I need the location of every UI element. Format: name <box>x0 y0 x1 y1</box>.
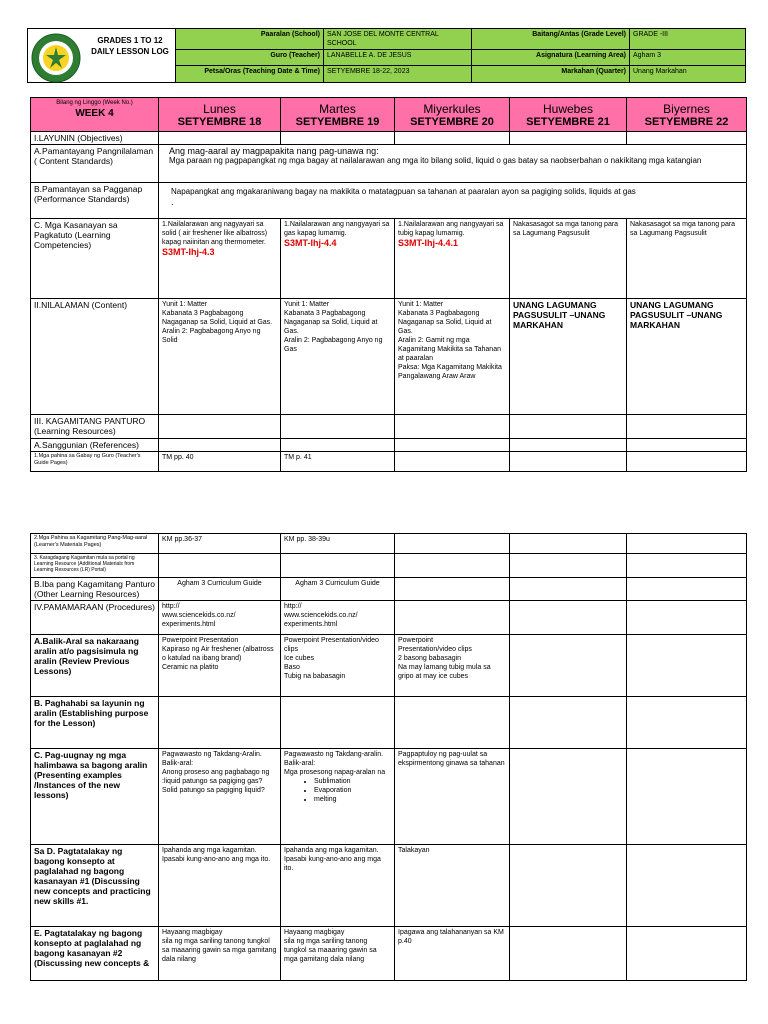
discussion2-miyerkules: Ipagawa ang talahananyan sa KM p.40 <box>395 927 510 981</box>
list-item: • melting <box>314 795 391 804</box>
other-resources-label: B.Iba pang Kagamitang Panturo (Other Learning Resources) <box>31 578 159 601</box>
week-label: Bilang ng Linggo (Week No.) <box>56 100 133 106</box>
discussion1-miyerkules: Talakayan <box>395 845 510 927</box>
content-standards-cell <box>159 145 747 183</box>
review-miyerkules: Powerpoint Presentation/video clips 2 basong babasagin Na may lamang tubig mula sa gripo at may ice cubes <box>395 635 510 697</box>
teachers-guide-martes: TM p. 41 <box>281 452 395 472</box>
procedures-martes: http:// www.sciencekids.co.nz/ experiments.html <box>281 601 395 635</box>
procedures-lunes: http:// www.sciencekids.co.nz/ experiments.html <box>159 601 281 635</box>
header-title-1: GRADES 1 TO 12 <box>97 36 163 45</box>
other-resources-huwebes <box>510 578 627 601</box>
teachers-guide-lunes: TM pp. 40 <box>159 452 281 472</box>
review-label: A.Balik-Aral sa nakaraang aralin at/o pagsisimula ng aralin (Review Previous Lessons) <box>31 635 159 697</box>
teacher-value: LANABELLE A. DE JESUS <box>324 50 472 66</box>
day-name: Biyernes <box>663 102 710 116</box>
performance-standards-cell <box>159 183 747 219</box>
day-name: Miyerkules <box>423 102 481 116</box>
discussion1-label: Sa D. Pagtatalakay ng bagong konsepto at paglalahad ng bagong kasanayan #1 (Discussing new concepts and practicing new skills #1. <box>31 845 159 927</box>
deped-seal-logo <box>31 33 81 83</box>
competency-text: 1.Nailalarawan ang nangyayari sa tubig kapag lumamig. <box>398 221 504 237</box>
nilalaman-biyernes: UNANG LAGUMANG PAGSUSULIT –UNANG MARKAHAN <box>627 299 747 415</box>
school-value: SAN JOSE DEL MONTE CENTRAL SCHOOL <box>324 29 472 50</box>
examples-label: C. Pag-uugnay ng mga halimbawa sa bagong aralin (Presenting examples /Instances of the new lessons) <box>31 749 159 845</box>
discussion2-label: E. Pagtatalakay ng bagong konsepto at paglalahad ng bagong kasanayan #2 (Discussing new concepts & <box>31 927 159 981</box>
learners-materials-huwebes <box>510 534 627 554</box>
day-date: SETYEMBRE 20 <box>410 116 494 128</box>
other-resources-lunes: Agham 3 Curriculum Guide <box>159 578 281 601</box>
day-date: SETYEMBRE 18 <box>177 116 262 128</box>
day-name: Lunes <box>203 102 236 116</box>
kagamitan-label: III. KAGAMITANG PANTURO (Learning Resources) <box>31 415 159 439</box>
week-cell <box>31 98 159 132</box>
grade-value: GRADE -III <box>630 29 746 50</box>
competency-text: Nakasasagot sa mga tanong para sa Lagumang Pagsusulit <box>630 221 736 237</box>
discussion1-huwebes <box>510 845 627 927</box>
nilalaman-martes: Yunit 1: Matter Kabanata 3 Pagbabagong Nagaganap sa Solid, Liquid at Gas. Aralin 2: Pagbabagong Anyo ng Gas <box>281 299 395 415</box>
header-table <box>27 28 746 83</box>
content-standards-line1: Ang mag-aaral ay magpapakita nang pag-unawa ng: <box>169 146 379 156</box>
school-label: Paaralan (School) <box>176 29 324 50</box>
day-header-miyerkules <box>395 98 510 132</box>
competency-martes <box>281 219 395 299</box>
competency-code: S3MT-Ihj-4.4 <box>284 238 337 248</box>
lesson-table-page2 <box>30 533 747 981</box>
day-header-huwebes <box>510 98 627 132</box>
examples-text: Pagwawasto ng Takdang-aralin. Balik-aral: Mga prosesong napag-aralan na <box>284 751 386 776</box>
nilalaman-huwebes: UNANG LAGUMANG PAGSUSULIT –UNANG MARKAHAN <box>510 299 627 415</box>
performance-standards-label: B.Pamantayan sa Pagganap (Performance Standards) <box>31 183 159 219</box>
examples-martes <box>281 749 395 845</box>
competency-text: Nakasasagot sa mga tanong para sa Lagumang Pagsusulit <box>513 221 619 237</box>
list-item: • Evaporation <box>314 786 391 795</box>
examples-miyerkules: Pagpaptuloy ng pag-uulat sa ekspirmentong ginawa sa tahanan <box>395 749 510 845</box>
date-label: Petsa/Oras (Teaching Date & Time) <box>176 66 324 83</box>
learners-materials-lunes: KM pp.36-37 <box>159 534 281 554</box>
procedures-huwebes <box>510 601 627 635</box>
list-item: • Sublimation <box>314 777 391 786</box>
review-martes: Powerpoint Presentation/video clips Ice cubes Baso Tubig na babasagin <box>281 635 395 697</box>
day-date: SETYEMBRE 21 <box>526 116 610 128</box>
discussion2-martes: Hayaang magbigay sila ng mga sariling tanong tungkol sa maaaring gawin sa mga gamitang dala nilang <box>281 927 395 981</box>
learners-materials-martes: KM pp. 38-39u <box>281 534 395 554</box>
process-list <box>314 777 391 804</box>
day-date: SETYEMBRE 19 <box>295 116 380 128</box>
procedures-biyernes <box>627 601 747 635</box>
lesson-table-page1 <box>30 97 747 472</box>
learners-materials-miyerkules <box>395 534 510 554</box>
review-biyernes <box>627 635 747 697</box>
teachers-guide-miyerkules <box>395 452 510 472</box>
teachers-guide-label: 1.Mga pahina sa Gabay ng Guro (Teacher's Guide Pages) <box>31 452 159 472</box>
day-name: Martes <box>319 102 356 116</box>
performance-standards-text: Napapangkat ang mgakaraniwang bagay na makikita o matatagpuan sa tahanan at paaralan ayon sa pagiging solids, liquids at gas <box>171 187 636 196</box>
teacher-label: Guro (Teacher) <box>176 50 324 66</box>
sanggunian-label: A.Sanggunian (References) <box>31 439 159 452</box>
learners-materials-label: 2.Mga Pahina sa Kagamitang Pang-Mag-aaral (Learner's Materials Pages) <box>31 534 159 554</box>
procedures-label: IV.PAMAMARAAN (Procedures) <box>31 601 159 635</box>
competency-biyernes <box>627 219 747 299</box>
other-resources-martes: Agham 3 Curriculum Guide <box>281 578 395 601</box>
competency-code: S3MT-Ihj-4.4.1 <box>398 238 459 248</box>
teachers-guide-biyernes <box>627 452 747 472</box>
competencies-label: C. Mga Kasanayan sa Pagkatuto (Learning Competencies) <box>31 219 159 299</box>
content-standards-label: A.Pamantayang Pangnilalaman ( Content Standards) <box>31 145 159 183</box>
content-standards-line2: Mga paraan ng pagpapangkat ng mga bagay at nailalarawan ang mga ito bilang solid, liquid o gas batay sa naobserbahan o nakikitang mga katangian <box>169 156 702 165</box>
quarter-value: Unang Markahan <box>630 66 746 83</box>
date-value: SETYEMBRE 18-22, 2023 <box>324 66 472 83</box>
nilalaman-label: II.NILALAMAN (Content) <box>31 299 159 415</box>
competency-text: 1.Nailalarawan ang nangyayari sa gas kapag lumamig. <box>284 221 390 237</box>
other-resources-biyernes <box>627 578 747 601</box>
quarter-label: Markahan (Quarter) <box>472 66 630 83</box>
lr-portal-label: 3. Karagdagang Kagamitan mula sa portal ng Learning Resource (Additional Materials from Learning Resources (LR) Portal) <box>31 554 159 578</box>
learners-materials-biyernes <box>627 534 747 554</box>
competency-text: 1.Nailalarawan ang nagyayari sa solid ( air freshener like albatross) kapag naiinitan ang thermometer. <box>162 221 268 246</box>
review-lunes: Powerpoint Presentation Kapiraso ng Air freshener (albatross o katulad na ibang brand) Ceramic na platito <box>159 635 281 697</box>
nilalaman-miyerkules: Yunit 1: Matter Kabanata 3 Pagbabagong Nagaganap sa Solid, Liquid at Gas. Aralin 2: Gamit ng mga Kagamitang Makikita sa Tahanan at paaralan Paksa: Mga Kagamitang Makikita Pangalawang Araw Araw <box>395 299 510 415</box>
day-name: Huwebes <box>542 102 594 116</box>
purpose-label: B. Paghahabi sa layunin ng aralin (Establishing purpose for the Lesson) <box>31 697 159 749</box>
area-value: Agham 3 <box>630 50 746 66</box>
competency-miyerkules <box>395 219 510 299</box>
header-title-2: DAILY LESSON LOG <box>91 47 169 56</box>
day-header-lunes <box>159 98 281 132</box>
discussion1-lunes: Ipahanda ang mga kagamitan. Ipasabi kung-ano-ano ang mga ito. <box>159 845 281 927</box>
performance-standards-dot: . <box>171 197 174 207</box>
procedures-miyerkules <box>395 601 510 635</box>
layunin-label: I.LAYUNIN (Objectives) <box>31 132 159 145</box>
discussion1-martes: Ipahanda ang mga kagamitan. Ipasabi kung-ano-ano ang mga ito. <box>281 845 395 927</box>
nilalaman-lunes: Yunit 1: Matter Kabanata 3 Pagbabagong Nagaganap sa Solid, Liquid at Gas. Aralin 2: Pagbabagong Anyo ng Solid <box>159 299 281 415</box>
competency-code: S3MT-Ihj-4.3 <box>162 247 215 257</box>
review-huwebes <box>510 635 627 697</box>
competency-huwebes <box>510 219 627 299</box>
week-value: WEEK 4 <box>75 107 114 119</box>
discussion1-biyernes <box>627 845 747 927</box>
grade-label: Baitang/Antas (Grade Level) <box>472 29 630 50</box>
day-header-biyernes <box>627 98 747 132</box>
area-label: Asignatura (Learning Area) <box>472 50 630 66</box>
competency-lunes <box>159 219 281 299</box>
teachers-guide-huwebes <box>510 452 627 472</box>
discussion2-lunes: Hayaang magbigay sila ng mga sariling tanong tungkol sa maaaring gawin sa mga gamitang dala nilang <box>159 927 281 981</box>
day-date: SETYEMBRE 22 <box>644 116 729 128</box>
discussion2-biyernes <box>627 927 747 981</box>
examples-lunes: Pagwawasto ng Takdang-Aralin. Balik-aral: Anong proseso ang pagbabago ng :liquid patungo sa pagiging gas? Solid patungo sa pagiging liquid? <box>159 749 281 845</box>
other-resources-miyerkules <box>395 578 510 601</box>
discussion2-huwebes <box>510 927 627 981</box>
day-header-martes <box>281 98 395 132</box>
